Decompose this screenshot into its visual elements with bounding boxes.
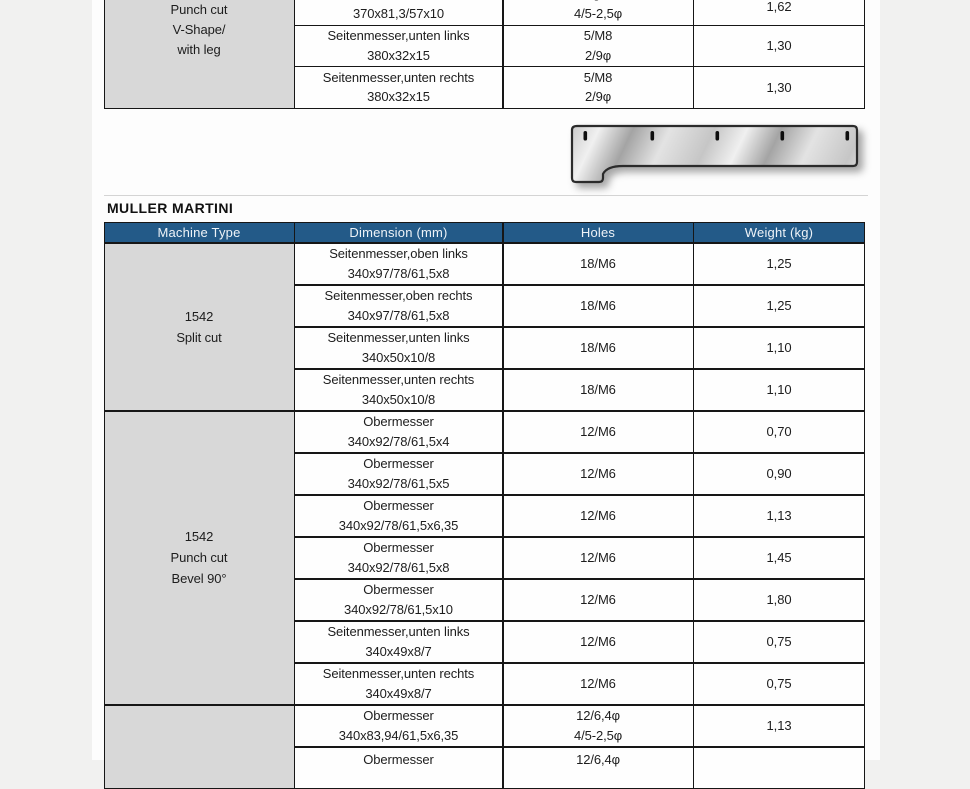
holes-cell: 18/M6 <box>504 370 693 411</box>
holes-cell: 12/M6 <box>504 622 693 663</box>
header-cell-machine-type: Machine Type <box>105 223 294 242</box>
weight-cell: 0,90 <box>694 454 864 495</box>
holes-cell: 5/M8 2/9φ <box>504 67 693 108</box>
weight-cell: 1,62 <box>694 0 864 25</box>
section-title: MULLER MARTINI <box>107 200 234 216</box>
holes-cell: 18/M6 <box>504 286 693 327</box>
top-table <box>104 0 866 109</box>
dimension-cell: Seitenmesser,unten rechts 340x49x8/7 <box>295 664 502 705</box>
machine-type-cell <box>105 0 294 108</box>
dimension-cell: Obermesser 340x83,94/61,5x6,35 <box>295 706 502 747</box>
weight-cell: 1,25 <box>694 244 864 285</box>
machine-type-cell: 1542 Split cut <box>105 244 294 411</box>
holes-cell: 12/6,4φ <box>504 748 693 789</box>
holes-cell: 18/M6 <box>504 328 693 369</box>
weight-cell: 0,70 <box>694 412 864 453</box>
weight-cell: 1,80 <box>694 580 864 621</box>
holes-cell: 4/5-2,5φ <box>504 0 693 25</box>
weight-cell: 1,30 <box>694 26 864 66</box>
machine-type-cell: 1542 Punch cut Bevel 90° <box>105 412 294 705</box>
dimension-cell: Seitenmesser,unten links 340x49x8/7 <box>295 622 502 663</box>
holes-cell: 18/M6 <box>504 244 693 285</box>
dimension-cell: Obermesser 340x92/78/61,5x6,35 <box>295 496 502 537</box>
header-cell-holes: Holes <box>504 223 693 242</box>
holes-cell: 12/M6 <box>504 412 693 453</box>
muller-martini-table <box>104 222 866 789</box>
weight-cell: 1,13 <box>694 706 864 747</box>
machine-type-cell <box>105 706 294 789</box>
dimension-cell: Seitenmesser,unten links 340x50x10/8 <box>295 328 502 369</box>
dimension-cell: Seitenmesser,unten rechts 380x32x15 <box>295 67 502 108</box>
holes-cell: 5/M8 2/9φ <box>504 26 693 66</box>
weight-cell: 1,10 <box>694 370 864 411</box>
holes-cell: 12/M6 <box>504 580 693 621</box>
weight-cell: 0,75 <box>694 622 864 663</box>
machine-type-label: Punch cut <box>170 2 228 17</box>
blade-outline <box>572 126 857 182</box>
holes-cell: 12/6,4φ 4/5-2,5φ <box>504 706 693 747</box>
weight-cell: 1,45 <box>694 538 864 579</box>
dimension-cell: Obermesser 340x92/78/61,5x5 <box>295 454 502 495</box>
weight-cell: 1,13 <box>694 496 864 537</box>
machine-type-label: with leg <box>177 42 221 57</box>
weight-cell: 1,25 <box>694 286 864 327</box>
weight-cell: 1,30 <box>694 67 864 108</box>
dimension-cell: Obermesser 340x92/78/61,5x8 <box>295 538 502 579</box>
header-cell-weight: Weight (kg) <box>694 223 864 242</box>
dimension-cell: Seitenmesser,unten links 380x32x15 <box>295 26 502 66</box>
weight-cell: 1,10 <box>694 328 864 369</box>
holes-cell: 12/M6 <box>504 454 693 495</box>
dimension-cell: Obermesser 340x92/78/61,5x10 <box>295 580 502 621</box>
dimension-cell: Seitenmesser,oben links 340x97/78/61,5x8 <box>295 244 502 285</box>
dimension-cell: Seitenmesser,unten rechts 340x50x10/8 <box>295 370 502 411</box>
weight-cell <box>694 748 864 789</box>
holes-cell: 12/M6 <box>504 664 693 705</box>
machine-type-label: V-Shape/ <box>172 22 226 37</box>
weight-cell: 0,75 <box>694 664 864 705</box>
holes-cell: 12/M6 <box>504 538 693 579</box>
dimension-cell: 370x81,3/57x10 <box>295 0 502 25</box>
holes-cell: 12/M6 <box>504 496 693 537</box>
knife-blade-image <box>569 124 861 186</box>
dimension-cell: Obermesser 340x92/78/61,5x4 <box>295 412 502 453</box>
section-divider <box>104 195 868 196</box>
header-cell-dimension: Dimension (mm) <box>295 223 502 242</box>
dimension-cell: Seitenmesser,oben rechts 340x97/78/61,5x8 <box>295 286 502 327</box>
dimension-cell: Obermesser <box>295 748 502 789</box>
